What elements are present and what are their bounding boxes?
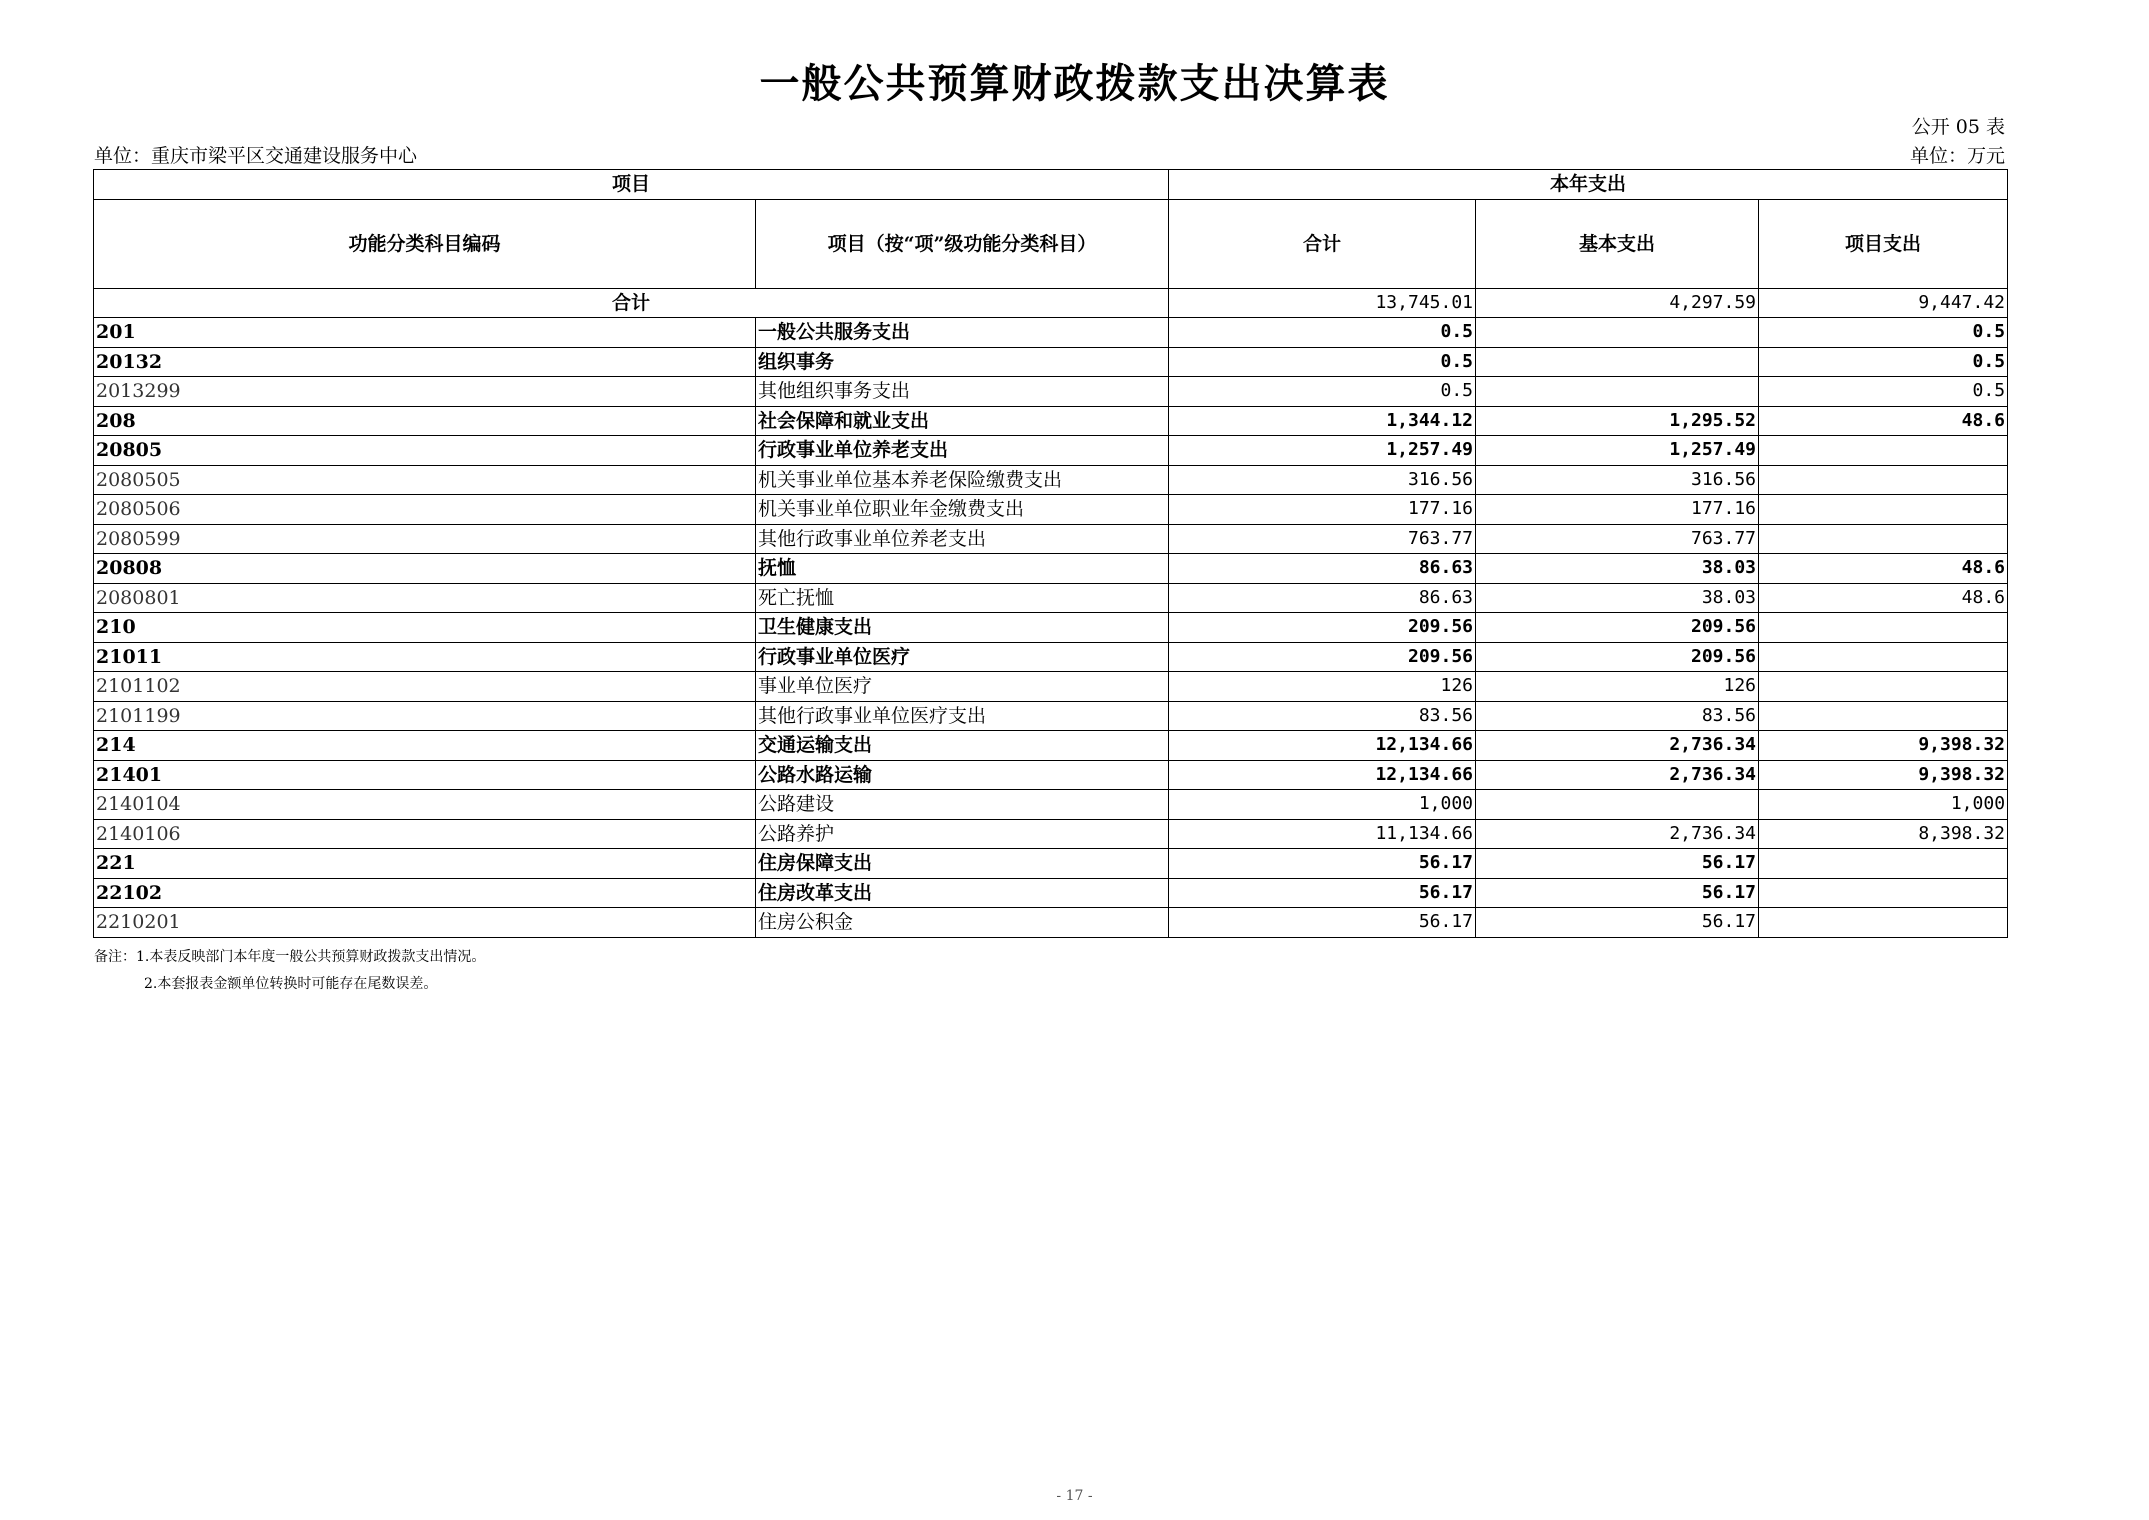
row-name: 一般公共服务支出 bbox=[756, 318, 1169, 348]
row-project: 0.5 bbox=[1759, 377, 2008, 407]
row-name: 公路建设 bbox=[756, 790, 1169, 820]
row-total: 86.63 bbox=[1169, 554, 1476, 584]
row-project bbox=[1759, 495, 2008, 525]
row-total: 11,134.66 bbox=[1169, 819, 1476, 849]
row-project bbox=[1759, 436, 2008, 466]
row-project: 48.6 bbox=[1759, 406, 2008, 436]
row-code: 214 bbox=[94, 731, 756, 761]
row-name: 其他组织事务支出 bbox=[756, 377, 1169, 407]
row-project bbox=[1759, 613, 2008, 643]
row-total: 56.17 bbox=[1169, 878, 1476, 908]
row-total: 209.56 bbox=[1169, 642, 1476, 672]
row-project bbox=[1759, 465, 2008, 495]
expenditure-table bbox=[93, 169, 2008, 938]
row-basic: 56.17 bbox=[1476, 878, 1759, 908]
row-basic: 56.17 bbox=[1476, 908, 1759, 938]
row-basic: 209.56 bbox=[1476, 642, 1759, 672]
row-total: 1,000 bbox=[1169, 790, 1476, 820]
row-name: 事业单位医疗 bbox=[756, 672, 1169, 702]
reporting-unit: 单位：重庆市梁平区交通建设服务中心 bbox=[94, 145, 418, 167]
row-project: 48.6 bbox=[1759, 554, 2008, 584]
row-total: 56.17 bbox=[1169, 908, 1476, 938]
row-code: 20132 bbox=[94, 347, 756, 377]
row-project bbox=[1759, 524, 2008, 554]
row-basic: 38.03 bbox=[1476, 583, 1759, 613]
header-project-expense: 项目支出 bbox=[1759, 199, 2008, 288]
row-project bbox=[1759, 878, 2008, 908]
row-basic: 2,736.34 bbox=[1476, 731, 1759, 761]
row-name: 机关事业单位职业年金缴费支出 bbox=[756, 495, 1169, 525]
row-basic bbox=[1476, 318, 1759, 348]
row-basic: 1,257.49 bbox=[1476, 436, 1759, 466]
row-code: 2013299 bbox=[94, 377, 756, 407]
header-row-1 bbox=[94, 170, 2008, 200]
row-code: 21401 bbox=[94, 760, 756, 790]
row-total: 126 bbox=[1169, 672, 1476, 702]
row-basic: 209.56 bbox=[1476, 613, 1759, 643]
row-total: 83.56 bbox=[1169, 701, 1476, 731]
header-current-year: 本年支出 bbox=[1169, 170, 2008, 200]
row-name: 公路水路运输 bbox=[756, 760, 1169, 790]
row-project: 8,398.32 bbox=[1759, 819, 2008, 849]
table-row bbox=[94, 583, 2008, 613]
row-name: 抚恤 bbox=[756, 554, 1169, 584]
money-unit: 单位：万元 bbox=[1909, 145, 2005, 167]
row-code: 2080599 bbox=[94, 524, 756, 554]
row-total: 0.5 bbox=[1169, 318, 1476, 348]
row-basic: 83.56 bbox=[1476, 701, 1759, 731]
row-code: 2080801 bbox=[94, 583, 756, 613]
page-number: - 17 - bbox=[1056, 1488, 1093, 1504]
row-name: 卫生健康支出 bbox=[756, 613, 1169, 643]
table-row bbox=[94, 672, 2008, 702]
row-name: 其他行政事业单位养老支出 bbox=[756, 524, 1169, 554]
table-row bbox=[94, 819, 2008, 849]
row-code: 201 bbox=[94, 318, 756, 348]
row-project bbox=[1759, 672, 2008, 702]
table-row bbox=[94, 377, 2008, 407]
row-total: 0.5 bbox=[1169, 377, 1476, 407]
row-basic bbox=[1476, 377, 1759, 407]
table-row bbox=[94, 524, 2008, 554]
row-name: 住房公积金 bbox=[756, 908, 1169, 938]
table-row bbox=[94, 642, 2008, 672]
row-name: 住房保障支出 bbox=[756, 849, 1169, 879]
row-total: 209.56 bbox=[1169, 613, 1476, 643]
form-number: 公开 05 表 bbox=[1911, 116, 2005, 138]
table-row bbox=[94, 849, 2008, 879]
row-project: 1,000 bbox=[1759, 790, 2008, 820]
row-name: 交通运输支出 bbox=[756, 731, 1169, 761]
row-basic: 1,295.52 bbox=[1476, 406, 1759, 436]
row-project: 48.6 bbox=[1759, 583, 2008, 613]
header-total: 合计 bbox=[1169, 199, 1476, 288]
row-basic: 763.77 bbox=[1476, 524, 1759, 554]
total-row bbox=[94, 288, 2008, 318]
row-total: 0.5 bbox=[1169, 347, 1476, 377]
footnote-2: 2.本套报表金额单位转换时可能存在尾数误差。 bbox=[144, 976, 438, 992]
header-name: 项目（按“项”级功能分类科目） bbox=[756, 199, 1169, 288]
table-row bbox=[94, 908, 2008, 938]
footnote-1: 备注：1.本表反映部门本年度一般公共预算财政拨款支出情况。 bbox=[94, 949, 486, 965]
table-row bbox=[94, 347, 2008, 377]
row-project: 9,398.32 bbox=[1759, 731, 2008, 761]
row-name: 社会保障和就业支出 bbox=[756, 406, 1169, 436]
table-row bbox=[94, 436, 2008, 466]
row-name: 其他行政事业单位医疗支出 bbox=[756, 701, 1169, 731]
table-row bbox=[94, 878, 2008, 908]
row-basic: 316.56 bbox=[1476, 465, 1759, 495]
row-code: 20808 bbox=[94, 554, 756, 584]
row-total: 1,257.49 bbox=[1169, 436, 1476, 466]
table-row bbox=[94, 406, 2008, 436]
row-code: 2210201 bbox=[94, 908, 756, 938]
row-total: 56.17 bbox=[1169, 849, 1476, 879]
table-row bbox=[94, 731, 2008, 761]
row-code: 20805 bbox=[94, 436, 756, 466]
row-code: 2140104 bbox=[94, 790, 756, 820]
table-row bbox=[94, 554, 2008, 584]
row-basic: 2,736.34 bbox=[1476, 819, 1759, 849]
row-code: 208 bbox=[94, 406, 756, 436]
table-row bbox=[94, 760, 2008, 790]
row-code: 2101102 bbox=[94, 672, 756, 702]
row-code: 210 bbox=[94, 613, 756, 643]
row-project: 9,398.32 bbox=[1759, 760, 2008, 790]
table-row bbox=[94, 495, 2008, 525]
table-row bbox=[94, 790, 2008, 820]
row-project bbox=[1759, 908, 2008, 938]
row-code: 2080506 bbox=[94, 495, 756, 525]
row-total: 316.56 bbox=[1169, 465, 1476, 495]
row-project bbox=[1759, 849, 2008, 879]
row-code: 2140106 bbox=[94, 819, 756, 849]
row-basic: 2,736.34 bbox=[1476, 760, 1759, 790]
row-project: 0.5 bbox=[1759, 318, 2008, 348]
row-code: 21011 bbox=[94, 642, 756, 672]
row-total: 177.16 bbox=[1169, 495, 1476, 525]
row-project bbox=[1759, 701, 2008, 731]
row-total: 763.77 bbox=[1169, 524, 1476, 554]
total-amount: 13,745.01 bbox=[1169, 288, 1476, 318]
row-name: 住房改革支出 bbox=[756, 878, 1169, 908]
row-name: 组织事务 bbox=[756, 347, 1169, 377]
header-project: 项目 bbox=[94, 170, 1169, 200]
row-code: 22102 bbox=[94, 878, 756, 908]
row-total: 1,344.12 bbox=[1169, 406, 1476, 436]
row-code: 2101199 bbox=[94, 701, 756, 731]
row-basic bbox=[1476, 790, 1759, 820]
row-total: 12,134.66 bbox=[1169, 760, 1476, 790]
row-code: 221 bbox=[94, 849, 756, 879]
row-name: 行政事业单位医疗 bbox=[756, 642, 1169, 672]
page-title: 一般公共预算财政拨款支出决算表 bbox=[759, 60, 1390, 107]
total-basic: 4,297.59 bbox=[1476, 288, 1759, 318]
row-basic bbox=[1476, 347, 1759, 377]
header-row-2 bbox=[94, 199, 2008, 288]
row-basic: 177.16 bbox=[1476, 495, 1759, 525]
header-basic: 基本支出 bbox=[1476, 199, 1759, 288]
table-row bbox=[94, 613, 2008, 643]
row-project: 0.5 bbox=[1759, 347, 2008, 377]
row-basic: 56.17 bbox=[1476, 849, 1759, 879]
row-code: 2080505 bbox=[94, 465, 756, 495]
table-row bbox=[94, 318, 2008, 348]
row-basic: 38.03 bbox=[1476, 554, 1759, 584]
table-row bbox=[94, 465, 2008, 495]
total-label: 合计 bbox=[94, 288, 1169, 318]
row-name: 死亡抚恤 bbox=[756, 583, 1169, 613]
table-row bbox=[94, 701, 2008, 731]
header-code: 功能分类科目编码 bbox=[94, 199, 756, 288]
total-project: 9,447.42 bbox=[1759, 288, 2008, 318]
footnotes bbox=[94, 944, 485, 998]
row-name: 行政事业单位养老支出 bbox=[756, 436, 1169, 466]
row-name: 公路养护 bbox=[756, 819, 1169, 849]
row-project bbox=[1759, 642, 2008, 672]
row-total: 86.63 bbox=[1169, 583, 1476, 613]
row-name: 机关事业单位基本养老保险缴费支出 bbox=[756, 465, 1169, 495]
row-basic: 126 bbox=[1476, 672, 1759, 702]
row-total: 12,134.66 bbox=[1169, 731, 1476, 761]
